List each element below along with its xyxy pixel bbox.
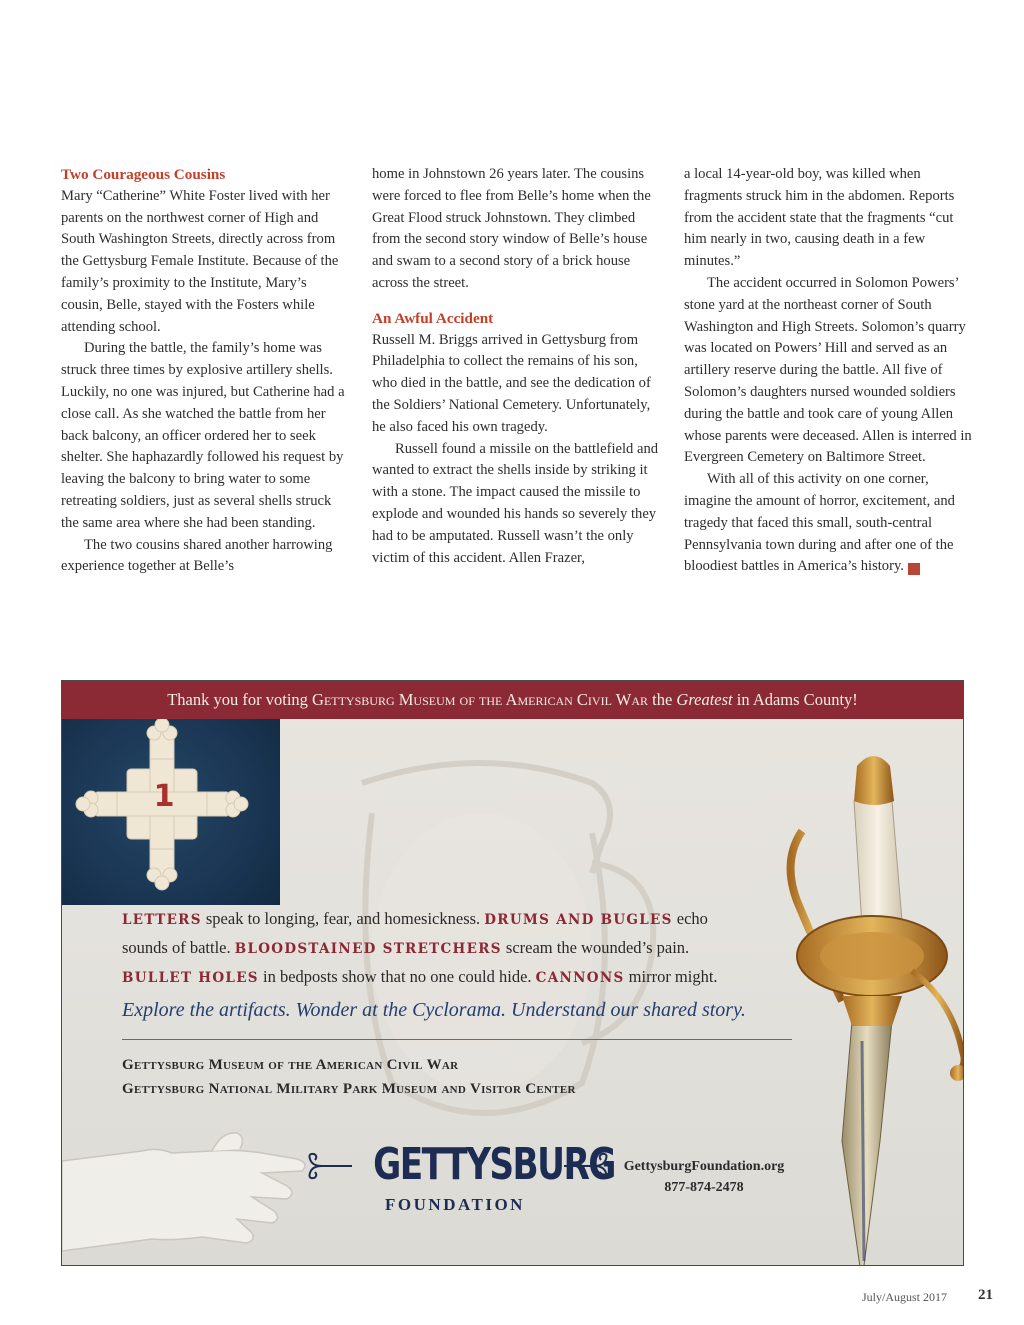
museum-name: Gettysburg Museum of the American Civil War: [122, 1057, 459, 1073]
keyword-bullet-holes: BULLET HOLES: [122, 970, 259, 986]
visitor-center-name: Gettysburg National Military Park Museum and Visitor Center: [122, 1081, 576, 1097]
gettysburg-foundation-logo[interactable]: GETTYSBURG: [373, 1139, 615, 1190]
foundation-wordmark: FOUNDATION: [385, 1195, 525, 1214]
museum-advertisement[interactable]: [61, 680, 964, 1266]
paragraph: The accident occurred in Solomon Powers’ stone yard at the northeast corner of South Washington and High Streets. Solomon’s quarry was located on Powers’ Hill and served as an artillery reserve during the battle. All five of Solomon’s daughters nursed wounded soldiers during the battle and took care of young Allen whose parents were deceased. Allen is interred in Evergreen Cemetery on Baltimore Street.: [684, 274, 972, 466]
ad-copy-text: in bedposts show that no one could hide.: [258, 967, 536, 986]
corps-flag-image: [62, 719, 280, 905]
article-column-3: [684, 164, 974, 578]
ad-banner: [62, 681, 963, 719]
banner-emphasis: Greatest: [676, 690, 733, 709]
flag-number: 1: [153, 779, 175, 814]
article-column-1: [61, 164, 351, 578]
keyword-cannons: CANNONS: [535, 970, 625, 986]
ad-copy-text: echo: [672, 909, 708, 928]
paragraph: [684, 469, 974, 578]
ad-copy-line-3: [122, 967, 718, 987]
banner-text: the: [648, 690, 677, 709]
left-flourish-icon: [302, 1151, 354, 1181]
paragraph: home in Johnstown 26 years later. The cousins were forced to flee from Belle’s home when the Great Flood struck Johnstown. They climbed from the second story window of Belle’s house and swam to a second story of a brick house across the street.: [372, 166, 651, 291]
foundation-phone: 877-874-2478: [664, 1180, 744, 1195]
right-flourish-icon: [562, 1151, 614, 1181]
keyword-stretchers: BLOODSTAINED STRETCHERS: [234, 941, 502, 957]
end-of-article-icon: g: [908, 563, 920, 575]
paragraph: a local 14-year-old boy, was killed when fragments struck him in the abdomen. Reports from the accident state that the fragments “cut him nearly in two, causing death in a few minutes.”: [684, 166, 955, 270]
paragraph: Mary “Catherine” White Foster lived with her parents on the northwest corner of High and South Washington Streets, directly across from the Gettysburg Female Institute. Because of the family’s proximity to the Institute, Mary’s cousin, Belle, stayed with the Fosters while attending school.: [61, 187, 339, 335]
section-heading-cousins: Two Courageous Cousins: [61, 166, 226, 183]
paragraph: Russell found a missile on the battlefield and wanted to extract the shells inside by striking it with a stone. The impact caused the missile to explode and wounded his hands so severely they had to be amputated. Russell wasn’t the only victim of this accident. Allen Frazer,: [372, 440, 659, 566]
paragraph: During the battle, the family’s home was struck three times by explosive artillery shells. Luckily, no one was injured, but Catherine had a close call. As she watched the battle from her back balcony, an officer ordered her to seek shelter. She haphazardly followed his request by leaving the balcony to bring water to some retreating soldiers, just as several shells struck the same area where she had been standing.: [61, 340, 345, 531]
ad-copy-text: scream the wounded’s pain.: [501, 938, 690, 957]
page-number: 21: [978, 1287, 993, 1303]
ad-copy-text: speak to longing, fear, and homesickness.: [201, 909, 485, 928]
section-heading-accident: An Awful Accident: [372, 309, 494, 327]
issue-date: July/August 2017: [862, 1290, 948, 1304]
ad-copy-line-2: [122, 938, 689, 958]
banner-text: Thank you for voting: [167, 690, 313, 709]
keyword-drums-bugles: DRUMS AND BUGLES: [484, 912, 673, 928]
ad-divider: [122, 1039, 792, 1040]
paragraph: Russell M. Briggs arrived in Gettysburg from Philadelphia to collect the remains of his son, who died in the battle, and see the dedication of the Soldiers’ National Cemetery. Unfortunately, he also faced his own tragedy.: [372, 331, 651, 435]
white-glove-image: [62, 1111, 322, 1261]
ad-copy-text: mirror might.: [624, 967, 718, 986]
article-column-2: [372, 164, 662, 569]
ad-copy-text: sounds of battle.: [122, 938, 235, 957]
ad-tagline: Explore the artifacts. Wonder at the Cyclorama. Understand our shared story.: [122, 999, 746, 1021]
foundation-website-link[interactable]: GettysburgFoundation.org: [623, 1159, 785, 1174]
paragraph: The two cousins shared another harrowing experience together at Belle’s: [61, 536, 333, 575]
paragraph-text: With all of this activity on one corner, imagine the amount of horror, excitement, and tragedy that faced this small, south-central Pennsylvania town during and after one of the bloodiest battles in America’s history.: [684, 471, 955, 575]
silver-pitcher-image: [292, 723, 672, 1143]
keyword-letters: LETTERS: [122, 912, 202, 928]
ad-copy-line-1: [122, 909, 708, 929]
banner-text: in Adams County!: [732, 690, 858, 709]
banner-museum-name: Gettysburg Museum of the American Civil War: [312, 690, 648, 709]
